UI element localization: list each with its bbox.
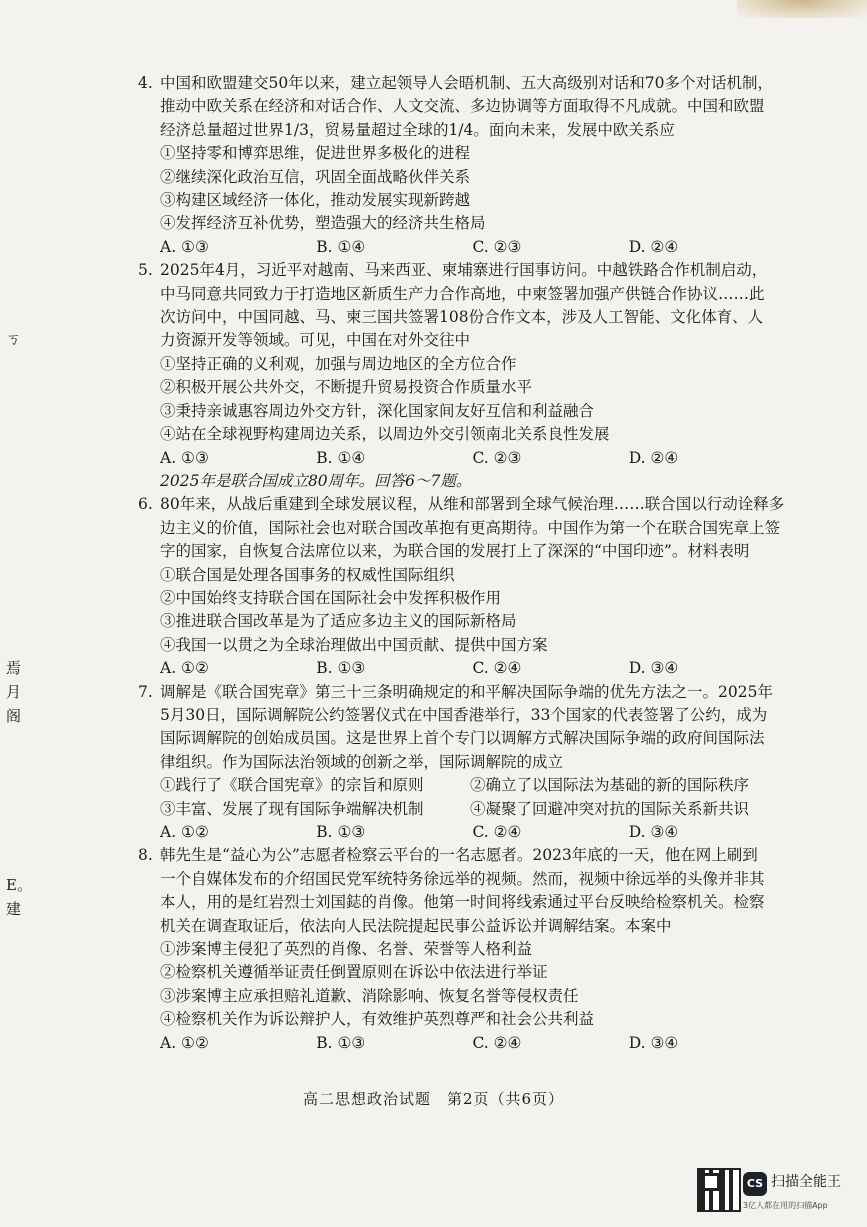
statement-option: ①坚持正确的义利观，加强与周边地区的全方位合作 <box>160 354 517 373</box>
choice-a: A. ①② <box>160 659 209 678</box>
question-number: 7. <box>138 682 153 701</box>
answer-choices <box>140 1032 785 1055</box>
question-stem-line: 国际调解院的创始成员国。这是世界上首个专门以调解方式解决国际争端的政府间国际法 <box>160 729 765 748</box>
question-stem-line: 律组织。作为国际法治领域的创新之举，国际调解院的成立 <box>160 752 564 771</box>
question-stem-line: 力资源开发等领域。可见，中国在对外交往中 <box>160 331 471 350</box>
statement-option: ③丰富、发展了现有国际争端解决机制 <box>160 799 424 818</box>
question-6 <box>140 493 785 680</box>
margin-char: 焉 <box>6 659 22 677</box>
choice-c: C. ②③ <box>472 237 522 256</box>
question-stem-line: 次访问中，中国同越、马、柬三国共签署108份合作文本，涉及人工智能、文化体育、人 <box>160 308 764 327</box>
statement-option: ③涉案博主应承担赔礼道歉、消除影响、恢复名誉等侵权责任 <box>160 986 579 1005</box>
choice-d: D. ③④ <box>628 659 679 678</box>
choice-c: C. ②④ <box>472 1033 522 1052</box>
choice-c: C. ②④ <box>472 659 522 678</box>
choice-d: D. ②④ <box>628 448 679 467</box>
margin-char: 建 <box>6 900 22 918</box>
choice-a: A. ①② <box>160 1033 209 1052</box>
statement-option: ③秉持亲诚惠容周边外交方针，深化国家间友好互信和利益融合 <box>160 401 595 420</box>
question-stem-line: 7. 调解是《联合国宪章》第三十三条明确规定的和平解决国际争端的优先方法之一。2025年 <box>140 681 785 704</box>
choice-b: B. ①③ <box>316 659 366 678</box>
question-stem-line: 4. 中国和欧盟建交50年以来，建立起领导人会晤机制、五大高级别对话和70多个对话机制， <box>140 72 785 95</box>
question-stem-line: 6. 80年来，从战后重建到全球发展议程，从维和部署到全球气候治理……联合国以行动诠释多 <box>140 493 785 516</box>
question-stem-line: 推动中欧关系在经济和对话合作、人文交流、多边协调等方面取得不凡成就。中国和欧盟 <box>160 97 765 116</box>
statement-option: ④检察机关作为诉讼辩护人，有效维护英烈尊严和社会公共利益 <box>160 1010 595 1029</box>
statement-option: ②确立了以国际法为基础的新的国际秩序 <box>470 776 750 795</box>
page-footer: 高二思想政治试题 第2页（共6页） <box>302 1090 565 1108</box>
margin-char: ㄎ <box>6 330 22 348</box>
choice-d: D. ②④ <box>628 237 679 256</box>
question-number: 8. <box>138 846 153 865</box>
answer-choices <box>140 236 785 259</box>
question-stem-line: 一个自媒体发布的介绍国民党军统特务徐远举的视频。然而，视频中徐远举的头像并非其 <box>160 869 765 888</box>
camscanner-logo-icon: CS <box>743 1172 767 1196</box>
question-5 <box>140 259 785 470</box>
statement-option: ②检察机关遵循举证责任倒置原则在诉讼中依法进行举证 <box>160 963 548 982</box>
question-stem-line: 本人，用的是红岩烈士刘国鋕的肖像。他第一时间将线索通过平台反映给检察机关。检察 <box>160 893 765 912</box>
question-number: 5. <box>138 261 153 280</box>
question-stem-line: 字的国家，自恢复合法席位以来，为联合国的发展打上了深深的“中国印迹”。材料表明 <box>160 542 750 561</box>
choice-a: A. ①② <box>160 823 209 841</box>
statement-option: ②积极开展公共外交，不断提升贸易投资合作质量水平 <box>160 378 533 397</box>
choice-a: A. ①③ <box>160 237 209 256</box>
choice-c: C. ②③ <box>472 448 522 467</box>
scan-artifact <box>737 0 867 18</box>
choice-b: B. ①④ <box>316 237 366 256</box>
statement-option: ④发挥经济互补优势，塑造强大的经济共生格局 <box>160 214 486 233</box>
question-7 <box>140 681 785 845</box>
question-8 <box>140 844 785 1055</box>
question-stem-line: 8. 韩先生是“益心为公”志愿者检察云平台的一名志愿者。2023年底的一天，他在网上刷到 <box>140 844 785 867</box>
statement-option: ③构建区域经济一体化，推动发展实现新跨越 <box>160 191 471 210</box>
question-4 <box>140 72 785 259</box>
choice-b: B. ①③ <box>316 1033 366 1052</box>
statement-option: ④我国一以贯之为全球治理做出中国贡献、提供中国方案 <box>160 635 548 654</box>
statement-option: ①坚持零和博弈思维，促进世界多极化的进程 <box>160 144 471 163</box>
choice-d: D. ③④ <box>628 823 679 841</box>
question-list <box>140 72 785 1055</box>
choice-b: B. ①④ <box>316 448 366 467</box>
scanner-app-tagline: 3亿人都在用的扫描App <box>743 1201 828 1210</box>
question-stem-line: 经济总量超过世界1/3，贸易量超过全球的1/4。面向未来，发展中欧关系应 <box>160 120 675 139</box>
margin-char: 阁 <box>6 707 22 725</box>
question-stem-line: 机关在调查取证后，依法向人民法院提起民事公益诉讼并调解结案。本案中 <box>160 916 672 935</box>
statement-option: ④站在全球视野构建周边关系，以周边外交引领南北关系良性发展 <box>160 425 610 444</box>
statement-option: ①涉案博主侵犯了英烈的肖像、名誉、荣誉等人格利益 <box>160 940 533 959</box>
statement-option: ④凝聚了回避冲突对抗的国际关系新共识 <box>470 799 750 818</box>
answer-choices <box>140 447 785 470</box>
statement-option: ②继续深化政治互信，巩固全面战略伙伴关系 <box>160 167 471 186</box>
choice-b: B. ①③ <box>316 823 366 841</box>
qr-finder-icon <box>702 1173 720 1191</box>
question-number: 4. <box>138 74 153 92</box>
question-number: 6. <box>138 495 153 514</box>
answer-choices <box>140 657 785 680</box>
choice-c: C. ②④ <box>472 823 522 841</box>
statement-option-row <box>140 774 785 797</box>
scanner-app-name: 扫描全能王 <box>771 1174 841 1190</box>
margin-char: E。 <box>6 876 32 894</box>
question-stem-line: 5. 2025年4月，习近平对越南、马来西亚、柬埔寨进行国事访问。中越铁路合作机制启动， <box>140 259 785 282</box>
choice-a: A. ①③ <box>160 448 209 467</box>
statement-option: ①联合国是处理各国事务的权威性国际组织 <box>160 565 455 584</box>
statement-option: ①践行了《联合国宪章》的宗旨和原则 <box>160 776 424 795</box>
question-stem-line: 中马同意共同致力于打造地区新质生产力合作高地，中柬签署加强产供链合作协议……此 <box>160 284 765 303</box>
question-stem-line: 边主义的价值，国际社会也对联合国改革抱有更高期待。中国作为第一个在联合国宪章上签 <box>160 518 781 537</box>
statement-option: ②中国始终支持联合国在国际社会中发挥积极作用 <box>160 588 502 607</box>
statement-option-row <box>140 798 785 821</box>
statement-option: ③推进联合国改革是为了适应多边主义的国际新格局 <box>160 612 517 631</box>
group-intro: 2025年是联合国成立80周年。回答6～7题。 <box>160 471 472 490</box>
answer-choices <box>140 821 785 844</box>
question-stem-line: 5月30日，国际调解院公约签署仪式在中国香港举行，33个国家的代表签署了公约，成为 <box>160 705 768 724</box>
margin-char: 月 <box>6 683 22 701</box>
choice-d: D. ③④ <box>628 1033 679 1052</box>
